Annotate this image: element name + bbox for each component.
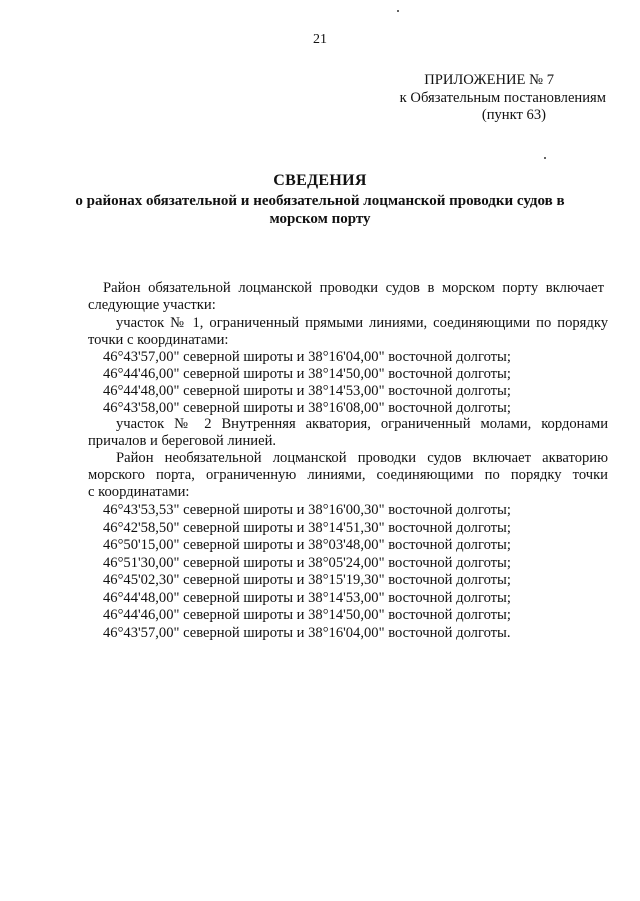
coordinate-line: 46°43'58,00" северной широты и 38°16'08,00" восточной долготы; — [103, 400, 511, 416]
coordinate-line: 46°44'48,00" северной широты и 38°14'53,00" восточной долготы; — [103, 383, 511, 399]
document-heading — [0, 170, 640, 228]
appendix-reference: к Обязательным постановлениям — [399, 90, 606, 106]
coordinate-line: 46°44'46,00" северной широты и 38°14'50,00" восточной долготы; — [103, 607, 511, 623]
page-number: 21 — [313, 32, 327, 47]
scan-speck — [397, 10, 399, 12]
paragraph-optional-intro-end: с координатами: — [88, 484, 190, 500]
coordinate-line: 46°51'30,00" северной широты и 38°05'24,00" восточной долготы; — [103, 554, 511, 571]
coordinate-line: 46°43'57,00" северной широты и 38°16'04,00" восточной долготы; — [103, 349, 511, 365]
coordinate-line: 46°43'53,53" северной широты и 38°16'00,30" восточной долготы; — [103, 502, 511, 518]
coordinate-line: 46°42'58,50" северной широты и 38°14'51,30" восточной долготы; — [103, 519, 511, 536]
coordinate-line: 46°43'57,00" северной широты и 38°16'04,00" восточной долготы. — [103, 624, 511, 641]
paragraph-optional-intro-cont: морского порта, ограниченную линиями, соединяющими по порядку точки — [88, 467, 608, 483]
paragraph-mandatory-intro-cont: следующие участки: — [88, 297, 216, 313]
paragraph-mandatory-intro: Район обязательной лоцманской проводки судов в морском порту включает — [103, 280, 604, 296]
document-title: СВЕДЕНИЯ — [273, 172, 367, 189]
section-1-header-cont: точки с координатами: — [88, 332, 229, 348]
section-2-header: участок № 2 Внутренняя акватория, ограниченный молами, кордонами — [116, 416, 608, 432]
document-subtitle-line1: о районах обязательной и необязательной лоцманской проводки судов в — [75, 193, 565, 209]
section-1-header: участок № 1, ограниченный прямыми линиями, соединяющими по порядку — [116, 315, 608, 331]
paragraph-optional-intro: Район необязательной лоцманской проводки судов включает акваторию — [116, 450, 608, 466]
coordinate-line: 46°50'15,00" северной широты и 38°03'48,00" восточной долготы; — [103, 537, 511, 553]
appendix-title: ПРИЛОЖЕНИЕ № 7 — [424, 72, 554, 88]
appendix-clause: (пункт 63) — [481, 107, 546, 123]
coordinate-line: 46°44'46,00" северной широты и 38°14'50,00" восточной долготы; — [103, 366, 511, 382]
document-subtitle-line2: морском порту — [269, 211, 371, 227]
coordinate-line: 46°44'48,00" северной широты и 38°14'53,00" восточной долготы; — [103, 589, 511, 606]
section-2-header-cont: причалов и береговой линией. — [88, 433, 277, 449]
coordinate-line: 46°45'02,30" северной широты и 38°15'19,30" восточной долготы; — [103, 572, 511, 588]
scan-speck — [544, 157, 546, 159]
